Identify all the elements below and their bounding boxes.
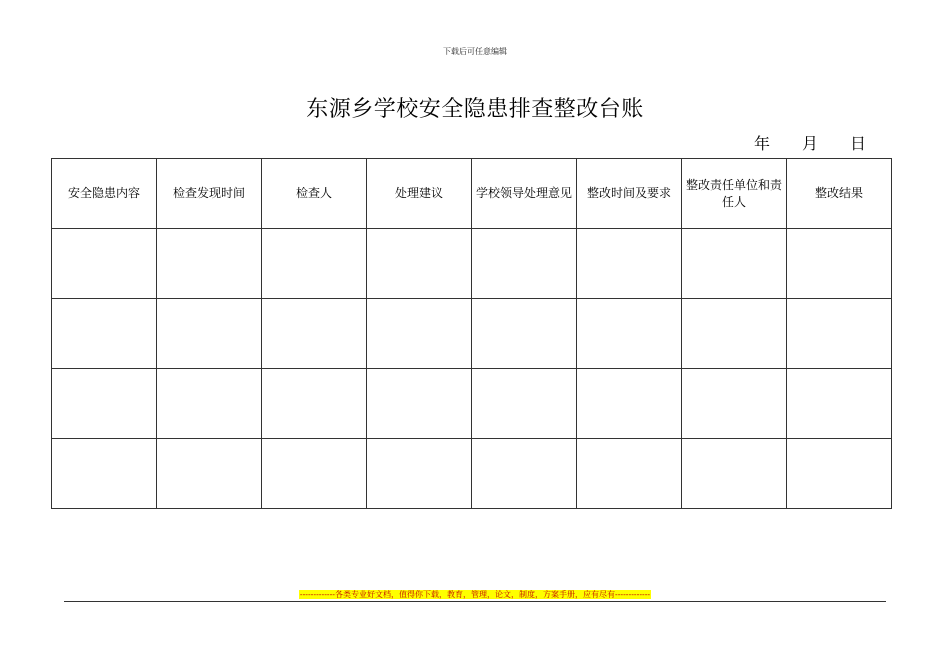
- column-header-rectify-time: 整改时间及要求: [577, 159, 682, 229]
- table-cell[interactable]: [52, 439, 157, 509]
- table-row: [52, 299, 892, 369]
- table-cell[interactable]: [472, 299, 577, 369]
- column-header-inspection-time: 检查发现时间: [157, 159, 262, 229]
- table-cell[interactable]: [157, 299, 262, 369]
- column-header-result: 整改结果: [787, 159, 892, 229]
- table-cell[interactable]: [52, 229, 157, 299]
- table-cell[interactable]: [787, 229, 892, 299]
- table-cell[interactable]: [682, 439, 787, 509]
- column-header-inspector: 检查人: [262, 159, 367, 229]
- date-year-label: 年: [754, 134, 771, 153]
- table-row: [52, 369, 892, 439]
- ledger-table: [51, 158, 892, 509]
- table-cell[interactable]: [367, 229, 472, 299]
- table-cell[interactable]: [682, 369, 787, 439]
- column-header-suggestion: 处理建议: [367, 159, 472, 229]
- table-cell[interactable]: [472, 369, 577, 439]
- document-title: 东源乡学校安全隐患排查整改台账: [306, 97, 644, 122]
- column-header-responsible-unit: 整改责任单位和责任人: [682, 159, 787, 229]
- column-header-hazard-content: 安全隐患内容: [52, 159, 157, 229]
- table-cell[interactable]: [577, 439, 682, 509]
- table-header-row: [52, 159, 892, 229]
- date-month-label: 月: [802, 134, 819, 153]
- date-day-label: 日: [850, 134, 867, 153]
- footer-note-text: -------------各类专业好文档，值得你下载，教育，管理，论文，制度，方案手册，应有尽有-------------: [299, 590, 651, 599]
- column-header-leader-opinion: 学校领导处理意见: [472, 159, 577, 229]
- table-cell[interactable]: [682, 299, 787, 369]
- table-row: [52, 439, 892, 509]
- header-note: 下载后可任意编辑: [443, 47, 507, 56]
- table-cell[interactable]: [52, 369, 157, 439]
- table-row: [52, 229, 892, 299]
- table-cell[interactable]: [787, 299, 892, 369]
- table-cell[interactable]: [577, 229, 682, 299]
- table-cell[interactable]: [262, 229, 367, 299]
- table-cell[interactable]: [367, 299, 472, 369]
- table-cell[interactable]: [577, 369, 682, 439]
- table-cell[interactable]: [262, 299, 367, 369]
- footer-divider: [64, 601, 886, 602]
- date-line: [754, 131, 870, 154]
- table-cell[interactable]: [787, 369, 892, 439]
- table-cell[interactable]: [52, 299, 157, 369]
- table-cell[interactable]: [682, 229, 787, 299]
- table-cell[interactable]: [262, 439, 367, 509]
- table-cell[interactable]: [787, 439, 892, 509]
- table-cell[interactable]: [157, 229, 262, 299]
- table-cell[interactable]: [472, 229, 577, 299]
- footer-note: [0, 589, 950, 600]
- table-cell[interactable]: [157, 439, 262, 509]
- table-cell[interactable]: [577, 299, 682, 369]
- table-cell[interactable]: [157, 369, 262, 439]
- table-cell[interactable]: [262, 369, 367, 439]
- table-cell[interactable]: [367, 439, 472, 509]
- table-cell[interactable]: [472, 439, 577, 509]
- table-cell[interactable]: [367, 369, 472, 439]
